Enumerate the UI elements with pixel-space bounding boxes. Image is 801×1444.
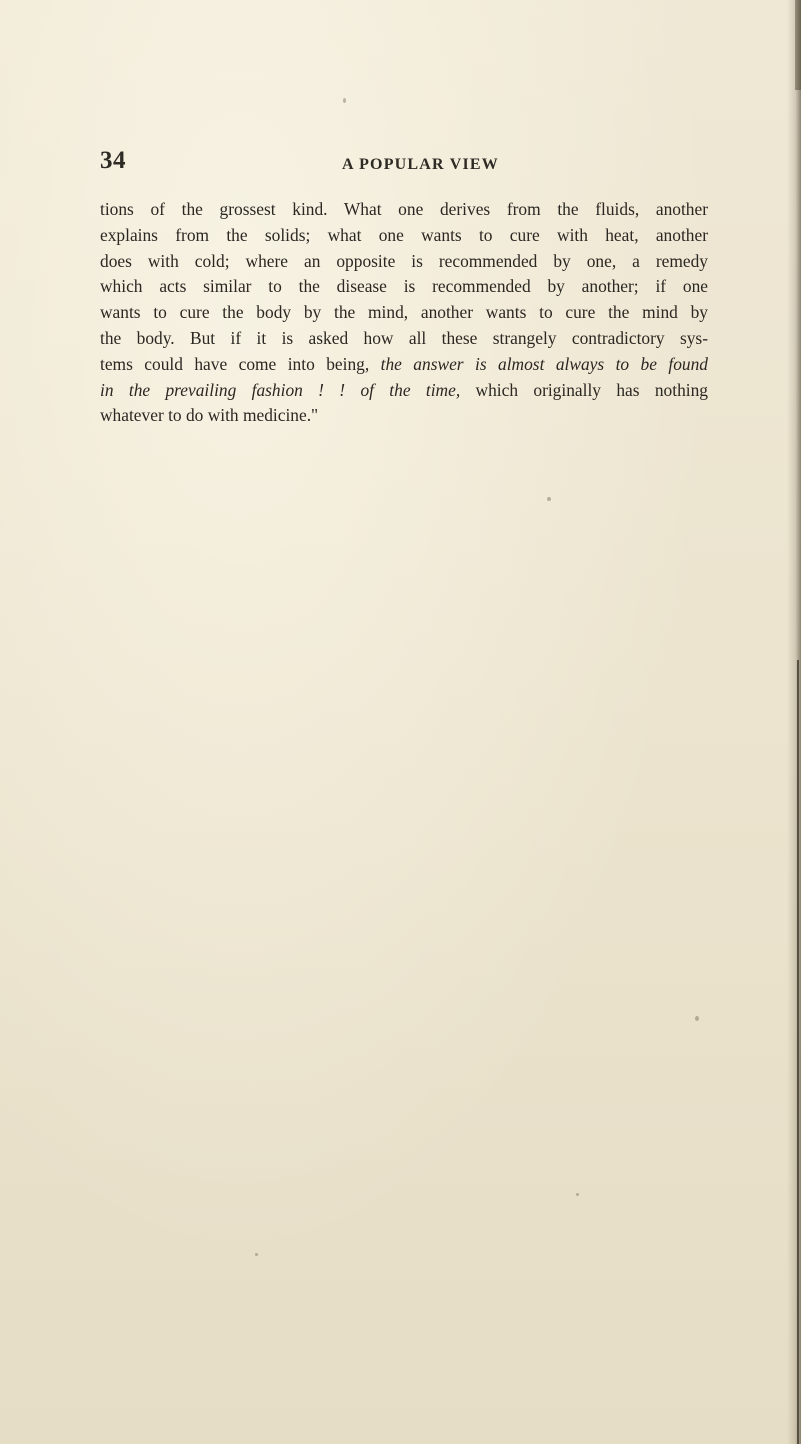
text-run: wants to cure the body by the mind, another wants to cure the mind by <box>100 302 708 323</box>
text-run: which acts similar to the disease is recommended by another; if one <box>100 276 708 297</box>
text-line <box>100 249 708 275</box>
text-line <box>100 197 708 223</box>
body-paragraph <box>100 197 708 429</box>
text-line <box>100 326 708 352</box>
text-run: does with cold; where an opposite is recommended by one, a remedy <box>100 250 708 271</box>
text-line <box>100 403 708 429</box>
page-number: 34 <box>100 147 126 174</box>
text-line <box>100 352 708 378</box>
italic-text: in the prevailing fashion ! ! of the time, <box>100 379 461 400</box>
text-run: explains from the solids; what one wants to cure with heat, another <box>100 224 708 245</box>
paper-speck <box>343 98 346 103</box>
text-run: whatever to do with medicine." <box>100 405 319 426</box>
text-run: the body. But if it is asked how all these strangely contradictory sys- <box>100 327 708 348</box>
paper-speck <box>576 1193 579 1196</box>
running-head: A POPULAR VIEW <box>342 156 499 173</box>
text-run: tems could have come into being, <box>100 353 381 374</box>
text-line <box>100 300 708 326</box>
text-line <box>100 378 708 404</box>
italic-text: the answer is almost always to be found <box>380 353 708 374</box>
text-line <box>100 223 708 249</box>
text-run: which originally has nothing <box>460 379 708 400</box>
text-run: tions of the grossest kind. What one derives from the fluids, another <box>100 199 708 219</box>
paper-speck <box>695 1016 699 1021</box>
page-edge-line <box>797 660 799 1444</box>
paper-speck <box>547 497 551 501</box>
page-header <box>100 146 720 180</box>
text-line <box>100 274 708 300</box>
paper-speck <box>255 1253 258 1256</box>
